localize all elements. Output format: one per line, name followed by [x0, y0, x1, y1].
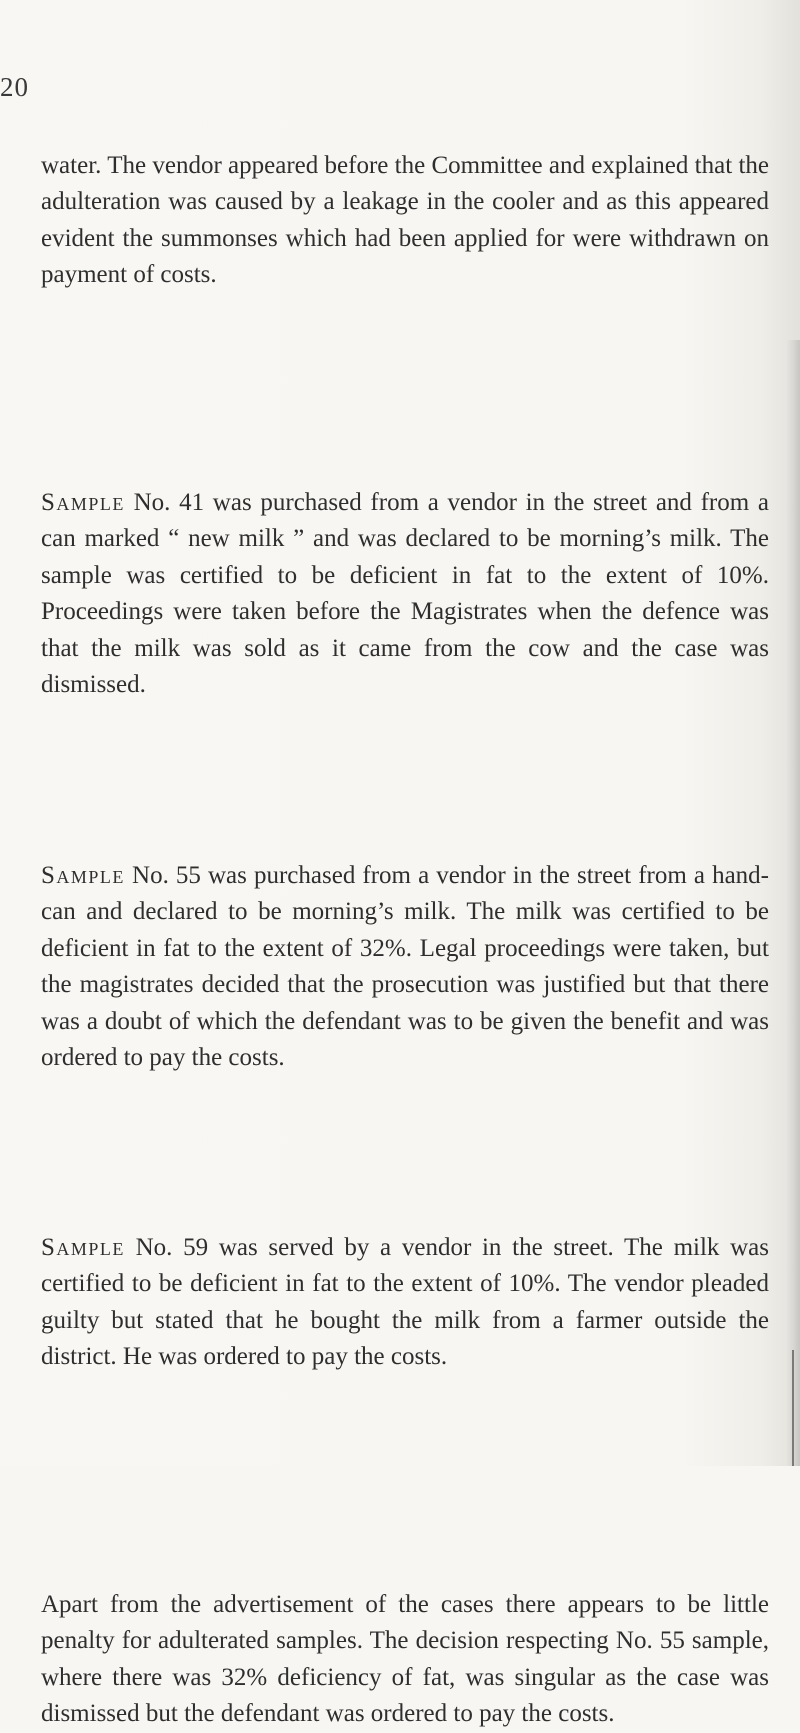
paragraph-text: Apart from the advertisement of the cases there appears to be little penalty for adulterated samples. The decision respecting No. 55 sample, where there was 32% deficiency of fat, was singular as the case was dismissed but the defendant was ordered to pay the costs.: [41, 1591, 769, 1728]
paragraph-text: No. 55 was purchased from a vendor in the street from a hand-can and declared to be morning’s milk. The milk was certified to be deficient in fat to the extent of 32%. Legal proceedings were taken, but the magistrates decided that the prosecution was justified but that there was a doubt of which the defendant was to be given the benefit and was ordered to pay the costs.: [41, 862, 769, 1072]
paragraph-lead-word: Sample: [41, 489, 125, 516]
paragraph-conclusion: [41, 1587, 769, 1733]
paragraph-text: water. The vendor appeared before the Committee and explained that the adulteration was caused by a leakage in the cooler and as this appeared evident the summonses which had been applied for were withdrawn on payment of costs.: [41, 152, 769, 289]
paragraph-lead-word: Sample: [41, 1234, 125, 1261]
page-number: 20: [0, 72, 29, 102]
page-edge-line: [792, 1350, 794, 1466]
paragraph-text: No. 41 was purchased from a vendor in the street and from a can marked “ new milk ” and was declared to be morning’s milk. The sample was certified to be deficient in fat to the extent of 10%. Proceedings were taken before the Magistrates when the defence was that the milk was sold as it came from the cow and the case was dismissed.: [41, 489, 769, 699]
paragraph-sample-41: [41, 485, 769, 703]
paragraph-lead-word: Sample: [41, 862, 125, 889]
paragraph-sample-55: [41, 858, 769, 1076]
paragraph-water-leakage: [41, 148, 769, 294]
paragraph-sample-59: [41, 1230, 769, 1376]
paragraph-text: No. 59 was served by a vendor in the street. The milk was certified to be deficient in fat to the extent of 10%. The vendor pleaded guilty but stated that he bought the milk from a farmer outside the district. He was ordered to pay the costs.: [41, 1234, 769, 1371]
page-edge-shadow: [786, 340, 800, 1466]
